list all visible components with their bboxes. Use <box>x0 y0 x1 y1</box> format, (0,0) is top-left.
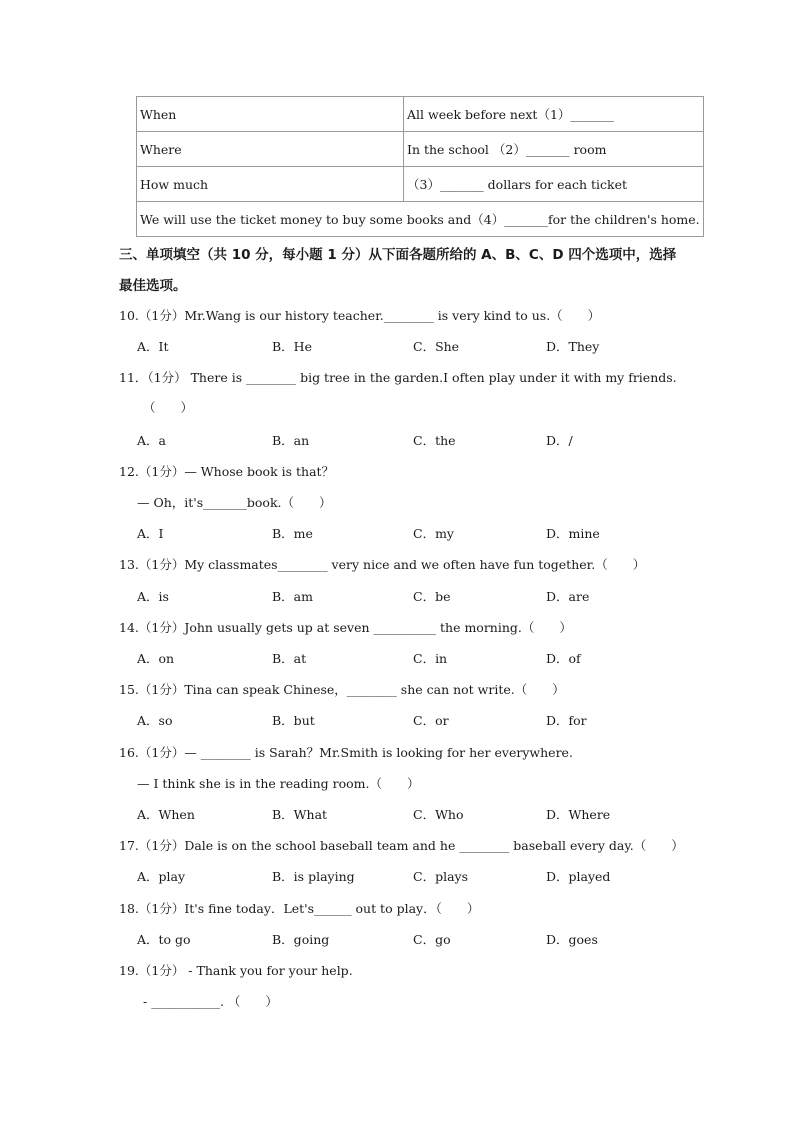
question-14-stem: 14.（1分）John usually gets up at seven __________ the morning.（ ） <box>119 620 572 635</box>
option-d[interactable]: D．are <box>546 589 590 604</box>
option-a[interactable]: A．play <box>137 869 186 884</box>
option-c[interactable]: C．in <box>413 651 448 666</box>
option-c[interactable]: C．Who <box>413 807 464 822</box>
option-a[interactable]: A．so <box>137 713 173 728</box>
question-15-stem: 15.（1分）Tina can speak Chinese，________ she can not write.（ ） <box>119 682 565 697</box>
table-cell-label: When <box>137 97 404 132</box>
option-c[interactable]: C．plays <box>413 869 468 884</box>
option-d[interactable]: D．Where <box>546 807 611 822</box>
option-d[interactable]: D．goes <box>546 932 598 947</box>
option-c[interactable]: C．or <box>413 713 449 728</box>
option-c[interactable]: C．She <box>413 339 460 354</box>
question-16-stem: 16.（1分）— ________ is Sarah？Mr.Smith is looking for her everywhere. <box>119 745 573 760</box>
option-a[interactable]: A．is <box>137 589 169 604</box>
question-12-stem-cont: — Oh，it's_______book.（ ） <box>137 495 332 510</box>
table-cell-value: All week before next（1）_______ <box>404 97 704 132</box>
table-cell-label: How much <box>137 167 404 202</box>
table-row <box>137 132 704 167</box>
option-b[interactable]: B．am <box>272 589 313 604</box>
option-d[interactable]: D．of <box>546 651 581 666</box>
question-13-stem: 13.（1分）My classmates________ very nice and we often have fun together.（ ） <box>119 557 646 572</box>
question-19-stem: 19.（1分） - Thank you for your help. <box>119 963 353 978</box>
question-19-stem-cont: - ___________. （ ） <box>143 994 278 1009</box>
table-row <box>137 97 704 132</box>
option-b[interactable]: B．going <box>272 932 330 947</box>
question-17-stem: 17.（1分）Dale is on the school baseball team and he ________ baseball every day.（ ） <box>119 838 684 853</box>
option-a[interactable]: A．When <box>137 807 195 822</box>
table-row <box>137 202 704 237</box>
option-b[interactable]: B．at <box>272 651 307 666</box>
option-d[interactable]: D．They <box>546 339 600 354</box>
question-10-stem: 10.（1分）Mr.Wang is our history teacher.________ is very kind to us.（ ） <box>119 308 601 323</box>
option-d[interactable]: D．/ <box>546 433 573 448</box>
option-a[interactable]: A．on <box>137 651 175 666</box>
question-12-stem: 12.（1分）— Whose book is that？ <box>119 464 335 479</box>
table-cell-value: In the school （2）_______ room <box>404 132 704 167</box>
question-11-stem: 11．（1分） There is ________ big tree in the garden.I often play under it with my friends. <box>119 370 677 385</box>
option-b[interactable]: B．He <box>272 339 312 354</box>
option-b[interactable]: B．What <box>272 807 328 822</box>
option-c[interactable]: C．go <box>413 932 451 947</box>
option-c[interactable]: C．be <box>413 589 451 604</box>
option-c[interactable]: C．my <box>413 526 454 541</box>
option-d[interactable]: D．played <box>546 869 611 884</box>
section-heading: 三、单项填空（共 10 分，每小题 1 分）从下面各题所给的 A、B、C、D 四个选项中，选择最佳选项。 <box>119 247 677 294</box>
table-row <box>137 167 704 202</box>
option-a[interactable]: A．a <box>137 433 166 448</box>
question-18-stem: 18.（1分）It's fine today．Let's______ out to play．（ ） <box>119 901 480 916</box>
option-a[interactable]: A．I <box>137 526 164 541</box>
question-11-stem-cont: （ ） <box>143 400 194 415</box>
option-d[interactable]: D．for <box>546 713 587 728</box>
option-c[interactable]: C．the <box>413 433 456 448</box>
option-b[interactable]: B．is playing <box>272 869 355 884</box>
option-a[interactable]: A．to go <box>137 932 191 947</box>
option-b[interactable]: B．but <box>272 713 315 728</box>
table-footer-cell: We will use the ticket money to buy some books and（4）_______for the children's home. <box>137 202 704 237</box>
option-b[interactable]: B．me <box>272 526 313 541</box>
table-cell-label: Where <box>137 132 404 167</box>
question-16-stem-cont: — I think she is in the reading room.（ ） <box>137 776 420 791</box>
table-cell-value: （3）_______ dollars for each ticket <box>404 167 704 202</box>
option-b[interactable]: B．an <box>272 433 310 448</box>
option-a[interactable]: A．It <box>137 339 169 354</box>
event-info-table <box>136 96 704 237</box>
option-d[interactable]: D．mine <box>546 526 600 541</box>
